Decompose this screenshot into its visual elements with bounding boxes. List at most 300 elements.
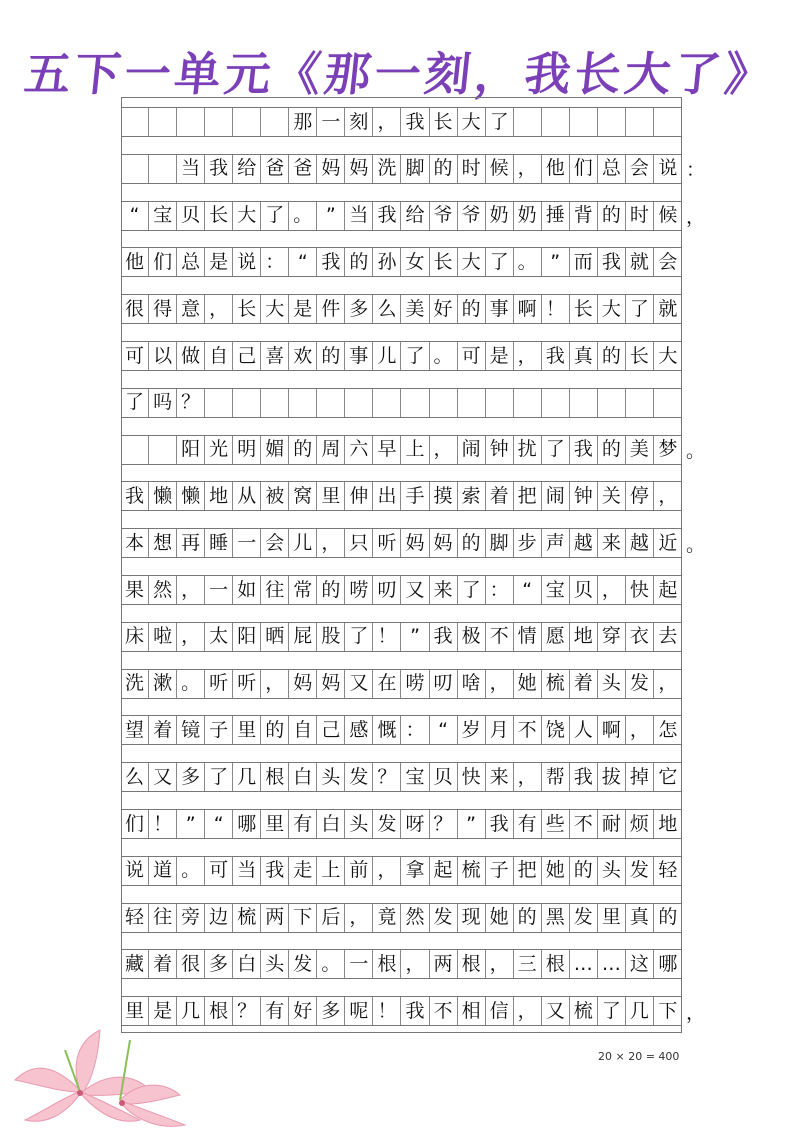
grid-cell: 白 <box>233 950 261 978</box>
grid-cell: 啊 <box>598 716 626 744</box>
grid-cell: 越 <box>626 529 654 557</box>
grid-cell: 头 <box>598 670 626 698</box>
grid-cell: 越 <box>570 529 598 557</box>
grid-cell: ” <box>401 623 429 651</box>
grid-row <box>121 435 682 465</box>
grid-cell: 穿 <box>598 623 626 651</box>
grid-row <box>121 481 682 511</box>
grid-cell: 爸 <box>289 155 317 183</box>
grid-cell: 意 <box>177 295 205 323</box>
grid-cell: 会 <box>626 155 654 183</box>
grid-cell: 的 <box>570 857 598 885</box>
grid-cell: 一 <box>205 576 233 604</box>
grid-cell: 她 <box>542 857 570 885</box>
grid-cell: 奶 <box>486 202 514 230</box>
grid-cell: ， <box>658 672 678 695</box>
grid-cell: 里 <box>233 716 261 744</box>
grid-cell: 根 <box>458 950 486 978</box>
grid-cell: 。 <box>430 342 458 370</box>
grid-cell <box>626 108 654 136</box>
grid-cell: 大 <box>658 344 678 367</box>
grid-cell <box>205 108 233 136</box>
grid-cell: 里 <box>121 997 149 1025</box>
grid-cell: 旁 <box>177 904 205 932</box>
grid-cell: 唠 <box>401 670 429 698</box>
grid-cell: 是 <box>486 342 514 370</box>
grid-cell <box>542 389 570 417</box>
grid-cell <box>570 108 598 136</box>
grid-cell: 宝 <box>542 576 570 604</box>
grid-cell: 们 <box>149 248 177 276</box>
grid-cell: 黑 <box>542 904 570 932</box>
grid-cell: ， <box>261 670 289 698</box>
grid-cell <box>486 389 514 417</box>
grid-cell: … <box>598 950 626 978</box>
grid-row <box>121 622 682 652</box>
grid-cell: 头 <box>317 763 345 791</box>
grid-cell: 步 <box>514 529 542 557</box>
grid-cell: 竟 <box>373 904 401 932</box>
grid-cell: 是 <box>205 248 233 276</box>
grid-cell <box>149 108 177 136</box>
grid-cell: 就 <box>658 297 678 320</box>
grid-cell: ， <box>430 436 458 464</box>
grid-cell: 刻 <box>345 108 373 136</box>
grid-cell: 根 <box>373 950 401 978</box>
grid-cell: 又 <box>149 763 177 791</box>
grid-cell: 了 <box>345 623 373 651</box>
grid-cell: 件 <box>317 295 345 323</box>
overflow-punctuation: ， <box>686 206 706 229</box>
grid-row <box>121 762 682 792</box>
grid-cell: 宝 <box>149 202 177 230</box>
grid-cell: 月 <box>486 716 514 744</box>
grid-cell: 他 <box>542 155 570 183</box>
grid-cell: ？ <box>177 389 205 417</box>
grid-cell: ” <box>317 202 345 230</box>
grid-cell: 一 <box>233 529 261 557</box>
grid-cell: 长 <box>570 295 598 323</box>
grid-cell: 藏 <box>121 950 149 978</box>
grid-cell: 的 <box>317 342 345 370</box>
grid-cell <box>598 389 626 417</box>
grid-row <box>121 107 682 137</box>
grid-cell: 头 <box>345 810 373 838</box>
grid-cell: 被 <box>261 482 289 510</box>
grid-cell: 六 <box>345 436 373 464</box>
grid-cell: 上 <box>317 857 345 885</box>
grid-cell: 梦 <box>658 438 678 461</box>
grid-cell <box>261 108 289 136</box>
grid-cell: 洗 <box>373 155 401 183</box>
grid-cell: 妈 <box>289 670 317 698</box>
grid-cell: 从 <box>233 482 261 510</box>
grid-cell: 。 <box>177 670 205 698</box>
grid-cell: 根 <box>261 763 289 791</box>
grid-cell: 屁 <box>289 623 317 651</box>
grid-cell: 事 <box>345 342 373 370</box>
grid-cell: 了 <box>542 436 570 464</box>
grid-cell: 妈 <box>430 529 458 557</box>
grid-cell <box>570 389 598 417</box>
grid-cell: 长 <box>205 202 233 230</box>
grid-cell: 又 <box>542 997 570 1025</box>
grid-cell <box>317 389 345 417</box>
grid-cell: 给 <box>233 155 261 183</box>
grid-cell: 捶 <box>542 202 570 230</box>
grid-cell: 白 <box>289 763 317 791</box>
grid-cell: 伸 <box>345 482 373 510</box>
grid-cell: 总 <box>177 248 205 276</box>
grid-cell: 我 <box>486 810 514 838</box>
grid-cell: 贝 <box>430 763 458 791</box>
grid-row <box>121 809 682 839</box>
grid-cell: 感 <box>345 716 373 744</box>
grid-cell: 发 <box>626 670 654 698</box>
grid-cell: 长 <box>233 295 261 323</box>
grid-cell: 可 <box>458 342 486 370</box>
grid-cell: 来 <box>430 576 458 604</box>
grid-cell: 又 <box>401 576 429 604</box>
grid-cell: 吗 <box>149 389 177 417</box>
grid-cell: 发 <box>345 763 373 791</box>
grid-cell: 几 <box>233 763 261 791</box>
grid-cell: 发 <box>289 950 317 978</box>
grid-cell: 晒 <box>261 623 289 651</box>
grid-cell: 孙 <box>373 248 401 276</box>
grid-cell: 候 <box>486 155 514 183</box>
grid-cell: 。 <box>289 202 317 230</box>
grid-cell: 慨 <box>373 716 401 744</box>
grid-cell: ， <box>401 950 429 978</box>
grid-cell: 候 <box>658 204 678 227</box>
grid-cell: 长 <box>626 342 654 370</box>
grid-cell: 摸 <box>430 482 458 510</box>
grid-row <box>121 949 682 979</box>
grid-cell: ， <box>373 108 401 136</box>
grid-cell: 如 <box>233 576 261 604</box>
grid-cell: 时 <box>626 202 654 230</box>
grid-cell: 了 <box>486 108 514 136</box>
grid-cell <box>261 389 289 417</box>
grid-cell: 当 <box>233 857 261 885</box>
grid-cell: 我 <box>598 248 626 276</box>
grid-row <box>121 903 682 933</box>
grid-cell: 多 <box>177 763 205 791</box>
grid-cell: 么 <box>373 295 401 323</box>
grid-cell: 白 <box>317 810 345 838</box>
grid-cell: 了 <box>486 248 514 276</box>
grid-cell: 他 <box>121 248 149 276</box>
grid-cell: 贝 <box>570 576 598 604</box>
worksheet-title: 五下一单元《那一刻，我长大了》 <box>21 47 778 101</box>
grid-cell: 两 <box>261 904 289 932</box>
grid-cell: 衣 <box>626 623 654 651</box>
grid-cell: ， <box>205 295 233 323</box>
grid-cell: 一 <box>317 108 345 136</box>
grid-cell: 叨 <box>373 576 401 604</box>
grid-cell: 了 <box>598 997 626 1025</box>
grid-cell: 是 <box>289 295 317 323</box>
grid-cell: 会 <box>261 529 289 557</box>
grid-cell: 轻 <box>121 904 149 932</box>
grid-cell: … <box>570 950 598 978</box>
grid-cell: 时 <box>458 155 486 183</box>
grid-cell: 多 <box>345 295 373 323</box>
grid-cell: 拔 <box>598 763 626 791</box>
grid-cell: 帮 <box>542 763 570 791</box>
grid-cell: ： <box>486 576 514 604</box>
grid-cell: 漱 <box>149 670 177 698</box>
grid-cell: 那 <box>289 108 317 136</box>
grid-cell: “ <box>430 716 458 744</box>
grid-cell: 真 <box>570 342 598 370</box>
grid-cell: 道 <box>149 857 177 885</box>
grid-cell: 出 <box>373 482 401 510</box>
grid-cell: 说 <box>658 157 678 180</box>
grid-cell: 总 <box>598 155 626 183</box>
grid-cell: 我 <box>373 202 401 230</box>
grid-cell: 她 <box>486 904 514 932</box>
grid-cell: ” <box>458 810 486 838</box>
grid-cell: 它 <box>658 765 678 788</box>
grid-cell: 手 <box>401 482 429 510</box>
grid-cell: 常 <box>289 576 317 604</box>
grid-cell: ， <box>486 670 514 698</box>
grid-cell: 给 <box>401 202 429 230</box>
grid-cell: 很 <box>121 295 149 323</box>
grid-cell: 扰 <box>514 436 542 464</box>
grid-cell: 想 <box>149 529 177 557</box>
grid-cell: 里 <box>598 904 626 932</box>
grid-cell: ” <box>542 248 570 276</box>
grid-row <box>121 856 682 886</box>
grid-cell <box>654 389 682 417</box>
grid-cell: “ <box>121 202 149 230</box>
grid-cell: 又 <box>345 670 373 698</box>
grid-cell <box>373 389 401 417</box>
grid-cell: 不 <box>514 716 542 744</box>
grid-cell: 脚 <box>486 529 514 557</box>
grid-cell: 里 <box>317 482 345 510</box>
grid-cell: 呢 <box>345 997 373 1025</box>
grid-cell: 多 <box>205 950 233 978</box>
grid-cell: 头 <box>261 950 289 978</box>
grid-cell: 欢 <box>289 342 317 370</box>
grid-cell: ， <box>177 576 205 604</box>
grid-cell: ， <box>373 857 401 885</box>
grid-cell: 去 <box>658 625 678 648</box>
grid-cell: 的 <box>430 155 458 183</box>
grid-row <box>121 575 682 605</box>
grid-cell: 相 <box>458 997 486 1025</box>
grid-cell <box>289 389 317 417</box>
grid-cell: 懒 <box>177 482 205 510</box>
overflow-punctuation: 。 <box>686 533 706 556</box>
grid-cell: 的 <box>261 716 289 744</box>
grid-cell <box>121 155 149 183</box>
grid-cell: 。 <box>177 857 205 885</box>
grid-cell <box>345 389 373 417</box>
grid-cell: 我 <box>401 108 429 136</box>
grid-cell: 我 <box>430 623 458 651</box>
grid-cell: 些 <box>542 810 570 838</box>
grid-cell: 懒 <box>149 482 177 510</box>
grid-row <box>121 669 682 699</box>
grid-cell: 根 <box>205 997 233 1025</box>
grid-cell: 着 <box>570 670 598 698</box>
grid-cell: 喜 <box>261 342 289 370</box>
grid-cell: 怎 <box>658 718 678 741</box>
grid-cell: 好 <box>289 997 317 1025</box>
grid-cell: 饶 <box>542 716 570 744</box>
grid-cell: “ <box>205 810 233 838</box>
grid-cell: 而 <box>570 248 598 276</box>
grid-cell: 愿 <box>542 623 570 651</box>
grid-cell: ？ <box>233 997 261 1025</box>
grid-cell: 掉 <box>626 763 654 791</box>
grid-cell: 发 <box>570 904 598 932</box>
grid-cell: ” <box>177 810 205 838</box>
grid-cell: 妈 <box>317 670 345 698</box>
grid-cell: 多 <box>317 997 345 1025</box>
grid-cell: 可 <box>121 342 149 370</box>
grid-cell: 周 <box>317 436 345 464</box>
grid-cell: 闹 <box>458 436 486 464</box>
grid-cell: 的 <box>598 436 626 464</box>
grid-cell: 光 <box>205 436 233 464</box>
grid-cell: 的 <box>514 904 542 932</box>
grid-cell: 长 <box>430 108 458 136</box>
grid-cell: 信 <box>486 997 514 1025</box>
grid-cell: 梳 <box>542 670 570 698</box>
grid-cell: 脚 <box>401 155 429 183</box>
grid-cell: 我 <box>261 857 289 885</box>
grid-cell: 望 <box>121 716 149 744</box>
grid-cell: ， <box>514 342 542 370</box>
grid-cell: 床 <box>121 623 149 651</box>
grid-cell: 轻 <box>658 859 678 882</box>
grid-cell: 宝 <box>401 763 429 791</box>
grid-cell: 会 <box>658 250 678 273</box>
grid-cell: ？ <box>373 763 401 791</box>
grid-cell: 么 <box>121 763 149 791</box>
grid-row <box>121 528 682 558</box>
grid-cell: 发 <box>626 857 654 885</box>
grid-cell <box>430 389 458 417</box>
grid-cell: 快 <box>458 763 486 791</box>
grid-cell: 了 <box>205 763 233 791</box>
grid-cell: 爸 <box>261 155 289 183</box>
grid-cell: 有 <box>289 810 317 838</box>
grid-cell: ， <box>486 950 514 978</box>
grid-cell: 股 <box>317 623 345 651</box>
grid-cell: 三 <box>514 950 542 978</box>
grid-cell: 里 <box>261 810 289 838</box>
grid-cell: 把 <box>514 482 542 510</box>
grid-row <box>121 388 682 418</box>
grid-cell: ， <box>514 997 542 1025</box>
grid-cell: 的 <box>598 342 626 370</box>
grid-cell: 。 <box>514 248 542 276</box>
lily-flower-decoration <box>10 1020 190 1135</box>
grid-cell: 美 <box>626 436 654 464</box>
grid-row <box>121 154 682 184</box>
grid-cell: 地 <box>570 623 598 651</box>
grid-cell: 我 <box>570 436 598 464</box>
grid-cell: 说 <box>233 248 261 276</box>
grid-cell: 了 <box>401 342 429 370</box>
grid-cell: 她 <box>514 670 542 698</box>
grid-cell: 媚 <box>261 436 289 464</box>
grid-cell: 来 <box>598 529 626 557</box>
grid-cell: 岁 <box>458 716 486 744</box>
grid-cell <box>598 108 626 136</box>
grid-cell: 早 <box>373 436 401 464</box>
grid-cell: 睡 <box>205 529 233 557</box>
grid-cell: ， <box>598 576 626 604</box>
grid-cell: 是 <box>149 997 177 1025</box>
grid-cell: 再 <box>177 529 205 557</box>
grid-cell: 有 <box>514 810 542 838</box>
grid-row <box>121 247 682 277</box>
grid-cell: 啊 <box>514 295 542 323</box>
grid-cell: 大 <box>233 202 261 230</box>
grid-cell <box>626 389 654 417</box>
grid-cell: 着 <box>486 482 514 510</box>
grid-cell: 可 <box>205 857 233 885</box>
grid-cell: 爷 <box>430 202 458 230</box>
grid-cell: 当 <box>345 202 373 230</box>
grid-cell <box>177 108 205 136</box>
grid-cell: 啦 <box>149 623 177 651</box>
grid-cell: 了 <box>626 295 654 323</box>
grid-cell: 的 <box>458 529 486 557</box>
grid-cell <box>542 108 570 136</box>
grid-cell: 地 <box>658 812 678 835</box>
grid-cell: 我 <box>401 997 429 1025</box>
grid-cell: 在 <box>373 670 401 698</box>
grid-cell: 儿 <box>373 342 401 370</box>
grid-cell: 爷 <box>458 202 486 230</box>
grid-cell: 发 <box>373 810 401 838</box>
grid-cell: 不 <box>430 997 458 1025</box>
grid-cell: 果 <box>121 576 149 604</box>
grid-cell: 几 <box>626 997 654 1025</box>
grid-cell: 我 <box>542 342 570 370</box>
grid-cell: ， <box>345 904 373 932</box>
grid-cell: 太 <box>205 623 233 651</box>
grid-cell: 我 <box>205 155 233 183</box>
grid-row <box>121 201 682 231</box>
grid-cell: 梳 <box>233 904 261 932</box>
grid-cell: 的 <box>317 576 345 604</box>
grid-cell: 的 <box>598 202 626 230</box>
grid-cell: 着 <box>149 716 177 744</box>
grid-cell: 的 <box>658 906 678 929</box>
grid-cell: 钟 <box>486 436 514 464</box>
grid-cell: 大 <box>598 295 626 323</box>
grid-cell: 说 <box>121 857 149 885</box>
grid-cell: 走 <box>289 857 317 885</box>
grid-cell: 索 <box>458 482 486 510</box>
grid-cell: 己 <box>317 716 345 744</box>
grid-cell: 这 <box>626 950 654 978</box>
grid-cell: “ <box>514 576 542 604</box>
grid-cell: 起 <box>658 578 678 601</box>
grid-cell: 很 <box>177 950 205 978</box>
grid-cell: 子 <box>205 716 233 744</box>
